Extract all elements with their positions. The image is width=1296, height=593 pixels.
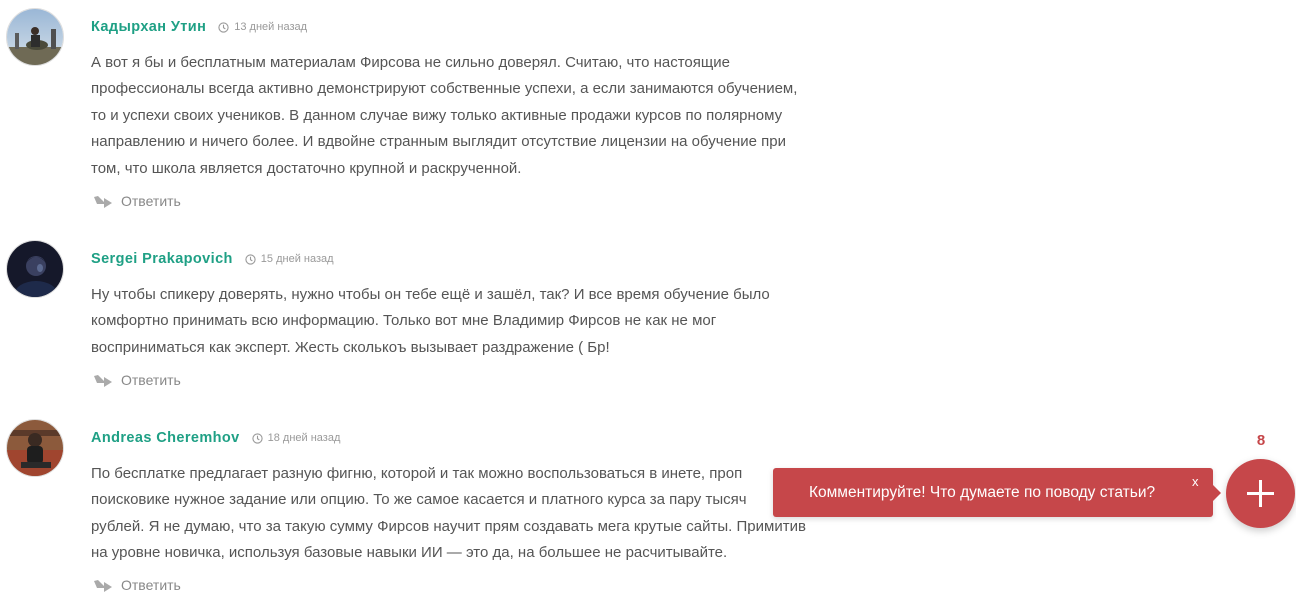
reply-arrow-icon: [93, 372, 113, 388]
clock-icon: [252, 433, 263, 444]
comment-line: А вот я бы и бесплатным материалам Фирсова не сильно доверял. Считаю, что настоящие: [91, 54, 730, 71]
avatar[interactable]: [6, 419, 64, 477]
comment-author[interactable]: Andreas Cheremhov: [91, 430, 240, 446]
clock-icon: [218, 22, 229, 33]
comment-line: рублей. Я не думаю, что за такую сумму Фирсов научит прям создавать мега крутые сайты. Примитив: [91, 517, 806, 535]
comment-prompt-text: Комментируйте! Что думаете по поводу статьи?: [809, 484, 1156, 501]
reply-arrow-icon: [93, 577, 113, 593]
reply-label: Ответить: [121, 577, 181, 593]
reply-label: Ответить: [121, 193, 181, 209]
comment-date-text: 18 дней назад: [267, 432, 341, 444]
reply-button[interactable]: [93, 193, 181, 209]
comment-meta: [91, 19, 307, 35]
comment-line: Ну чтобы спикеру доверять, нужно чтобы он тебе ещё и зашёл, так? И все время обучение было: [91, 286, 770, 303]
clock-icon: [245, 254, 256, 265]
avatar[interactable]: [6, 8, 64, 66]
reply-button[interactable]: [93, 577, 181, 593]
tooltip-close-button[interactable]: x: [1192, 474, 1199, 489]
comment-line: профессионалы всегда активно демонстрируют собственные успехи, а если занимаются обучением,: [91, 80, 798, 98]
comment-text: [91, 461, 831, 567]
comment-line: на уровне новичка, используя базовые навыки ИИ — это да, на большее не расчитывайте.: [91, 544, 728, 562]
reply-arrow-icon: [93, 193, 113, 209]
comment-line: комфортно принимать всю информацию. Только вот мне Владимир Фирсов не как не мог: [91, 312, 717, 330]
avatar[interactable]: [6, 240, 64, 298]
add-comment-button[interactable]: [1226, 459, 1295, 528]
comment-text: [91, 282, 831, 361]
comment-line: то и успехи своих учеников. В данном случае вижу только активные продажи курсов по полярному: [91, 106, 783, 124]
comment-line: том, что школа является достаточно крупной и раскрученной.: [91, 159, 522, 177]
reply-label: Ответить: [121, 372, 181, 388]
comment-author[interactable]: Sergei Prakapovich: [91, 251, 233, 267]
comment-date: [252, 432, 341, 444]
comment-date: [218, 21, 307, 33]
comment-line: направлению и ничего более. И вдвойне странным выглядит отсутствие лицензии на обучение при: [91, 133, 786, 151]
comment-date-text: 13 дней назад: [234, 21, 308, 33]
comment-date-text: 15 дней назад: [260, 253, 334, 265]
comment-prompt-tooltip[interactable]: [773, 468, 1213, 517]
comments-count-badge: 8: [1256, 432, 1266, 449]
comment-author[interactable]: Кадырхан Утин: [91, 19, 207, 35]
comment-date: [245, 253, 334, 265]
comment-meta: [91, 430, 340, 446]
comment-meta: [91, 251, 334, 267]
comment-line: По бесплатке предлагает разную фигню, которой и так можно воспользоваться в инете, проп: [91, 465, 743, 482]
comment-text: [91, 50, 831, 182]
comment-line: поисковике нужное задание или опцию. То же самое касается и платного курса за пару тысяч: [91, 491, 747, 509]
reply-button[interactable]: [93, 372, 181, 388]
plus-icon: [1247, 480, 1274, 507]
comment-line: восприниматься как эксперт. Жесть сколькоъ вызывает раздражение ( Бр!: [91, 338, 610, 356]
